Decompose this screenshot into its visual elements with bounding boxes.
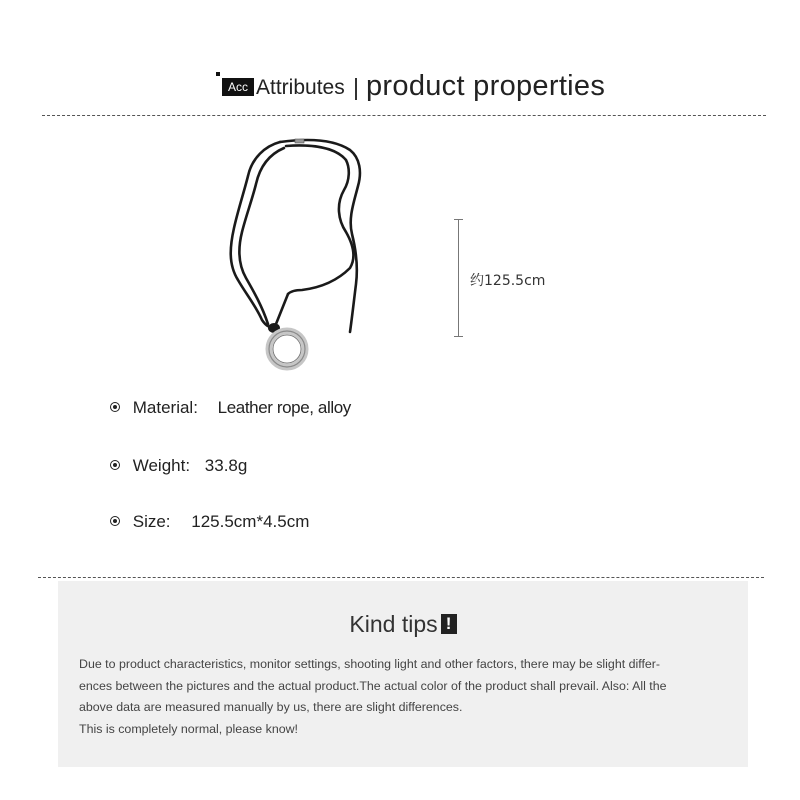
spec-label: Material: [132, 398, 198, 417]
kind-tips-panel [58, 581, 748, 767]
scale-cap-bottom [454, 336, 463, 337]
title-divider [355, 78, 357, 100]
tips-line: ences between the pictures and the actual product.The actual color of the product shall prevail. Also: All the [79, 678, 667, 693]
tips-line: This is completely normal, please know! [79, 721, 298, 736]
bullet-icon [110, 460, 120, 470]
spec-weight [110, 456, 247, 476]
middle-dashed-divider [38, 577, 764, 578]
tips-title: Kind tips [349, 611, 438, 637]
page-title: product properties [366, 70, 606, 102]
spec-label: Size: [132, 512, 171, 531]
bullet-icon [110, 402, 120, 412]
spec-material [110, 398, 351, 418]
tips-line: Due to product characteristics, monitor settings, shooting light and other factors, there may be slight differ- [79, 657, 661, 671]
length-scale-line [458, 219, 459, 336]
tips-heading [58, 611, 748, 638]
section-header [0, 68, 800, 108]
attributes-label: Attributes [256, 76, 345, 99]
spec-label: Weight: [132, 456, 191, 475]
length-label: 约125.5cm [470, 273, 546, 289]
acc-badge: Acc [222, 78, 254, 96]
spec-size [110, 512, 309, 532]
tips-body [79, 654, 734, 740]
spec-value: Leather rope, alloy [217, 398, 351, 417]
exclamation-icon: ! [441, 614, 457, 634]
corner-mark [216, 72, 220, 76]
necklace-image [210, 128, 390, 378]
bullet-icon [110, 516, 120, 526]
top-dashed-divider [42, 115, 766, 116]
spec-value: 33.8g [204, 456, 248, 475]
spec-value: 125.5cm*4.5cm [191, 512, 310, 531]
tips-line: above data are measured manually by us, there are slight differences. [79, 700, 463, 714]
